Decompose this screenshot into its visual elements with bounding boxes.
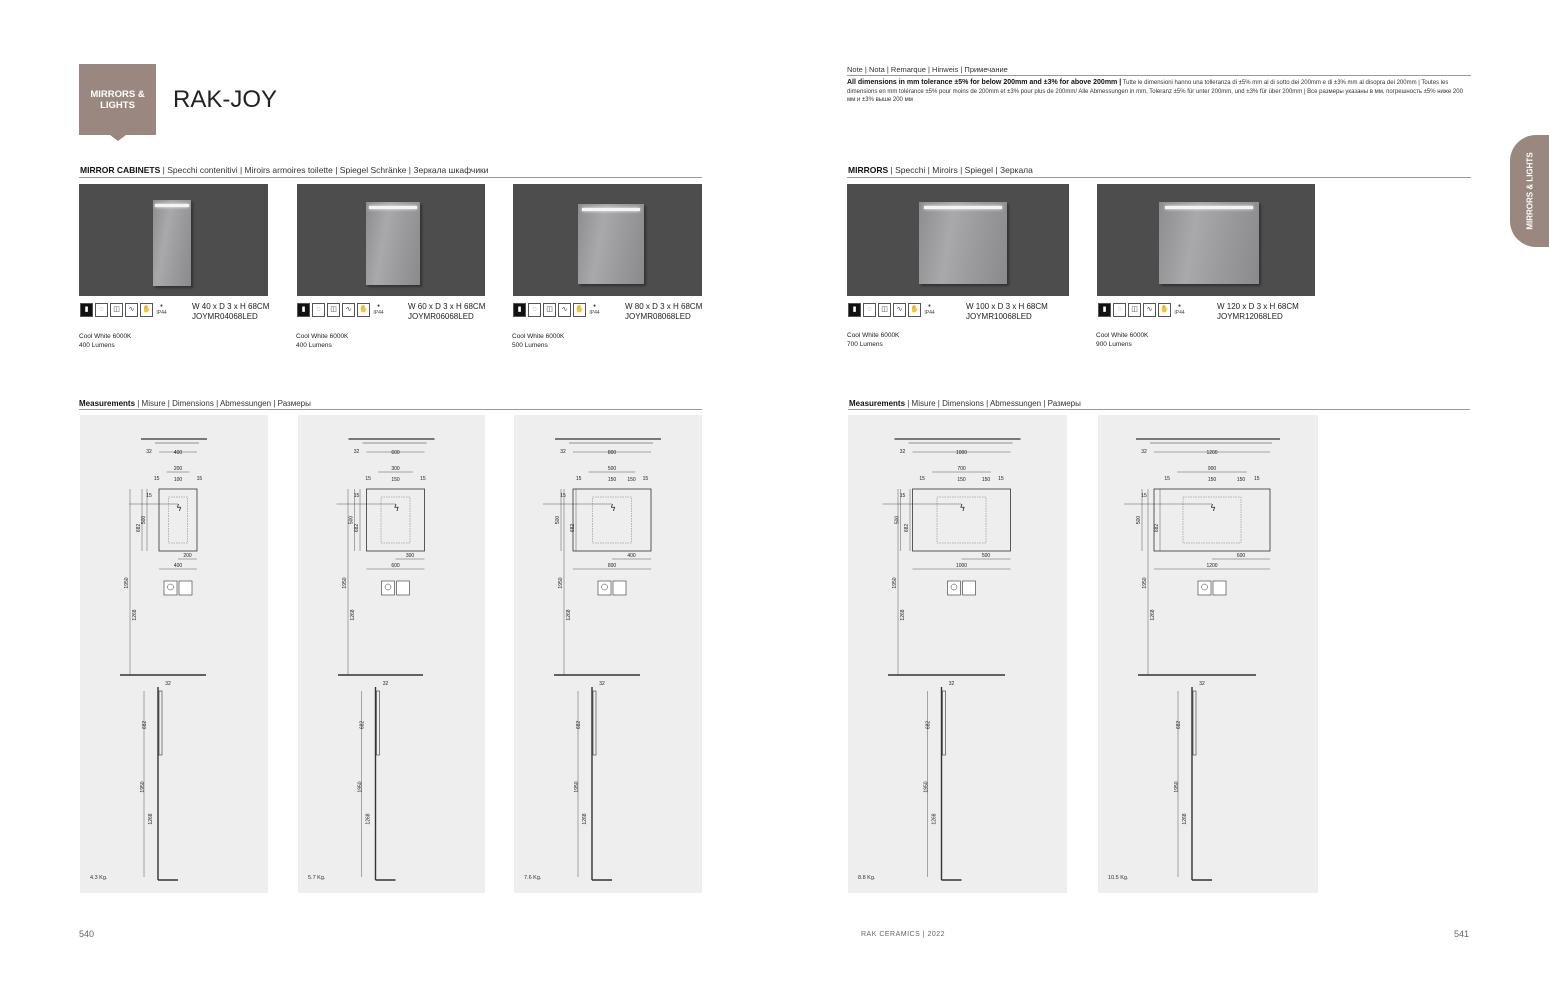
side-tab-label	[1512, 150, 1548, 232]
ip44-label: IP44	[924, 310, 935, 316]
dim-floor: 1268	[1150, 609, 1156, 621]
bulb-icon	[1198, 581, 1211, 595]
product-photo-3	[513, 184, 702, 296]
dim-side-depth: 32	[165, 681, 171, 687]
hand-sensor-icon	[613, 581, 626, 595]
dim-side-floor: 1268	[1182, 813, 1188, 825]
dim-inner: 500	[141, 515, 147, 525]
dim-top-width: 1000	[955, 450, 968, 456]
dim-top-width: 400	[173, 450, 183, 456]
hand-sensor-icon	[179, 581, 192, 595]
section-rule-mirrors	[847, 177, 1471, 178]
dim-bottom: 500	[981, 553, 991, 559]
product-color-1: Cool White 6000K	[79, 333, 132, 340]
dim-front-width: 1000	[955, 563, 968, 569]
dim-light-2: 150	[981, 477, 991, 483]
mirror-profile-icon: ▮	[848, 303, 861, 317]
dim-light: 150	[1207, 477, 1217, 483]
hand-sensor-icon: ✋	[1158, 303, 1171, 317]
bulb-icon	[164, 581, 177, 595]
switch-icon: ∿	[125, 303, 138, 317]
section-title-measurements-right-rest: | Misure | Dimensions | Abmessungen | Размеры	[905, 399, 1081, 408]
page-number-right: 541	[1454, 929, 1470, 939]
dim-light-2: 150	[627, 477, 636, 483]
dim-side-a: 15	[153, 476, 160, 482]
dim-depth: 32	[560, 449, 566, 455]
dim-bottom: 200	[183, 553, 192, 559]
dim-side-a: 15	[919, 476, 925, 482]
dim-side-height: 682	[359, 720, 366, 730]
dim-side-floor: 1268	[582, 813, 588, 825]
ip44-icon: ● IP44	[156, 303, 167, 316]
section-title-mirrors	[848, 165, 1033, 175]
bulb-icon: ◌	[95, 303, 108, 317]
ip44-icon: ● IP44	[924, 303, 935, 316]
bulb-icon: ◌	[1113, 303, 1126, 317]
dim-side-a: 15	[365, 476, 371, 482]
icon-row-4	[848, 303, 936, 317]
power-symbol-icon: ϟ	[959, 504, 966, 514]
dim-light: 150	[391, 477, 400, 483]
section-title-mirrors-rest: | Specchi | Miroirs | Spiegel | Зеркала	[888, 165, 1033, 175]
dim-height: 682	[570, 523, 576, 533]
product-color-4: Cool White 6000K	[847, 332, 900, 339]
technical-drawing	[80, 415, 268, 893]
dim-side-height: 682	[142, 720, 148, 730]
product-weight: 8.8 Kg.	[858, 875, 876, 881]
dim-side-a: 15	[1164, 476, 1170, 482]
mirror-profile-icon: ▮	[80, 303, 93, 317]
bulb-icon: ◌	[312, 303, 325, 317]
dim-front-width: 400	[173, 563, 183, 569]
bulb-icon: ◌	[863, 303, 876, 317]
switch-icon: ∿	[342, 303, 355, 317]
section-title-mirrors-bold: MIRRORS	[848, 165, 889, 175]
section-rule-measurements-right	[848, 409, 1470, 410]
note-text: Tutte le dimensioni hanno una tolleranza di ±5% mm al di sotto dei 200mm e di ±3% mm al disopra dei 200mm | Toutes les dimensions en mm tolérance ±5% pour moins de 200mm et ±3% pour plus de 200mm/ Alle Abmessungen in mm, Toleranz ±5% für unter 200mm, und ±3% für über 200mm | Все размеры указаны в мм, погрешность ±5% ниже 200 мм и ±3% выше 200 мм	[847, 80, 1463, 103]
dim-side-total: 1950	[574, 781, 580, 793]
dim-total: 1950	[342, 577, 348, 589]
icon-row-2	[297, 303, 385, 317]
switch-icon: ∿	[893, 303, 906, 317]
dim-half: 200	[173, 466, 183, 472]
dim-side-c: 15	[146, 493, 152, 499]
dim-top-width: 800	[607, 450, 617, 456]
product-weight: 7.6 Kg.	[524, 875, 542, 881]
dim-front-width: 800	[607, 563, 617, 569]
product-color-2: Cool White 6000K	[296, 333, 349, 340]
section-title-cabinets-bold: MIRROR CABINETS	[80, 165, 161, 175]
dim-depth: 32	[1141, 449, 1147, 455]
section-title-cabinets-rest: | Specchi contenitivi | Miroirs armoires toilette | Spiegel Schränke | Зеркала шкафчики	[160, 165, 489, 175]
product-weight: 5.7 Kg.	[308, 875, 326, 881]
product-dims-3: W 80 x D 3 x H 68CM	[625, 302, 703, 311]
product-code-3: JOYMR08068LED	[625, 312, 691, 321]
drawing-panel-3	[514, 415, 702, 893]
category-tag-notch	[110, 135, 126, 141]
bulb-icon: ◌	[528, 303, 541, 317]
dim-total: 1950	[1142, 577, 1148, 589]
dim-side-c: 15	[353, 493, 360, 499]
note-body	[847, 79, 1471, 105]
dim-side-c: 15	[899, 493, 906, 499]
dim-side-b: 15	[998, 476, 1004, 482]
dim-side-c: 15	[1141, 493, 1147, 499]
dim-inner: 500	[555, 515, 561, 525]
dim-side-b: 15	[196, 476, 203, 482]
hand-sensor-icon: ✋	[357, 303, 370, 317]
product-color-3: Cool White 6000K	[512, 333, 565, 340]
dim-half: 300	[391, 466, 400, 472]
section-rule-cabinets	[79, 177, 702, 178]
product-photo-2	[297, 184, 485, 296]
product-dims-4: W 100 x D 3 x H 68CM	[966, 302, 1048, 311]
section-title-measurements-left-rest: | Misure | Dimensions | Abmessungen | Размеры	[135, 399, 311, 408]
hand-sensor-icon	[1213, 581, 1226, 595]
cabinet-icon: ◫	[327, 303, 340, 317]
icon-row-1	[80, 303, 168, 317]
section-title-measurements-right	[849, 399, 1081, 408]
mirror-profile-icon: ▮	[1098, 303, 1111, 317]
hand-sensor-icon	[963, 581, 976, 595]
section-title-measurements-left	[79, 399, 311, 408]
bulb-icon	[598, 581, 611, 595]
product-color-5: Cool White 6000K	[1096, 332, 1149, 339]
dim-side-floor: 1268	[931, 813, 938, 825]
dim-side-floor: 1268	[365, 813, 372, 825]
dim-side-total: 1950	[1174, 781, 1180, 793]
dim-floor: 1268	[132, 609, 138, 621]
bulb-icon	[948, 581, 961, 595]
dim-bottom: 600	[1236, 553, 1246, 559]
category-tag	[79, 64, 156, 135]
product-weight: 4.3 Kg.	[90, 875, 108, 881]
power-symbol-icon: ϟ	[610, 504, 616, 514]
switch-icon: ∿	[558, 303, 571, 317]
dim-side-height: 682	[925, 720, 932, 730]
dim-total: 1950	[124, 577, 130, 589]
dim-side-a: 15	[575, 476, 582, 482]
switch-icon: ∿	[1143, 303, 1156, 317]
dim-total: 1950	[892, 577, 898, 589]
page-number-left: 540	[79, 929, 95, 939]
hand-sensor-icon: ✋	[140, 303, 153, 317]
product-code-5: JOYMR12068LED	[1217, 312, 1283, 321]
dim-total: 1950	[558, 577, 564, 589]
product-weight: 10.5 Kg.	[1108, 875, 1129, 881]
dim-half: 500	[607, 466, 617, 472]
cabinet-icon: ◫	[543, 303, 556, 317]
product-photo-4	[847, 184, 1069, 296]
side-tab-text: MIRRORS & LIGHTS	[1525, 152, 1535, 230]
dim-height: 682	[136, 523, 142, 533]
ip44-label: IP44	[373, 310, 384, 316]
product-lumens-3: 500 Lumens	[512, 342, 548, 349]
dim-side-depth: 32	[1199, 681, 1205, 687]
note-rule	[847, 75, 1471, 76]
product-dims-2: W 60 x D 3 x H 68CM	[408, 302, 486, 311]
brand-title: RAK-JOY	[173, 86, 278, 113]
dim-light: 150	[957, 477, 966, 483]
dim-side-b: 15	[1254, 476, 1260, 482]
category-tag-text: MIRRORS & LIGHTS	[90, 88, 145, 111]
dim-side-b: 15	[420, 476, 426, 482]
dim-side-total: 1950	[923, 781, 930, 793]
technical-drawing	[514, 415, 702, 893]
dim-light: 100	[173, 477, 183, 483]
dim-inner: 500	[1136, 515, 1142, 525]
dim-height: 682	[354, 523, 360, 533]
product-code-2: JOYMR06068LED	[408, 312, 474, 321]
product-dims-1: W 40 x D 3 x H 68CM	[192, 302, 270, 311]
dim-side-c: 15	[560, 493, 566, 499]
technical-drawing	[848, 415, 1067, 893]
dim-depth: 32	[899, 449, 906, 455]
dim-side-total: 1950	[140, 781, 146, 793]
ip44-icon: ● IP44	[1174, 303, 1185, 316]
section-title-measurements-left-bold: Measurements	[79, 399, 136, 408]
dim-floor: 1268	[900, 609, 906, 621]
dim-side-depth: 32	[599, 681, 605, 687]
dim-inner: 500	[894, 515, 901, 525]
hand-sensor-icon	[397, 581, 410, 595]
bulb-icon	[382, 581, 395, 595]
section-title-cabinets	[80, 165, 489, 175]
product-lumens-4: 700 Lumens	[847, 341, 883, 348]
mirror-profile-icon: ▮	[297, 303, 310, 317]
drawing-panel-1	[80, 415, 268, 893]
cabinet-icon: ◫	[110, 303, 123, 317]
dim-floor: 1268	[350, 609, 356, 621]
dim-top-width: 600	[391, 450, 400, 456]
cabinet-icon: ◫	[878, 303, 891, 317]
hand-sensor-icon: ✋	[573, 303, 586, 317]
dim-light-2: 150	[1236, 477, 1246, 483]
dim-top-width: 1200	[1206, 450, 1218, 456]
dim-side-height: 682	[1176, 720, 1182, 730]
ip44-label: IP44	[1174, 310, 1185, 316]
product-lumens-1: 400 Lumens	[79, 342, 115, 349]
product-dims-5: W 120 x D 3 x H 68CM	[1217, 302, 1299, 311]
product-code-1: JOYMR04068LED	[192, 312, 258, 321]
dim-bottom: 400	[627, 553, 636, 559]
dim-front-width: 1200	[1206, 563, 1218, 569]
drawing-panel-2	[298, 415, 485, 893]
dim-floor: 1268	[566, 609, 572, 621]
product-lumens-5: 900 Lumens	[1096, 341, 1132, 348]
cabinet-icon: ◫	[1128, 303, 1141, 317]
dim-half: 700	[957, 466, 966, 472]
dim-side-depth: 32	[382, 681, 389, 687]
dim-side-floor: 1268	[148, 813, 154, 825]
section-title-measurements-right-bold: Measurements	[849, 399, 906, 408]
drawing-panel-5	[1098, 415, 1318, 893]
dim-inner: 500	[348, 515, 355, 525]
product-lumens-2: 400 Lumens	[296, 342, 332, 349]
note-heading: Note | Nota | Remarque | Hinweis | Примечание	[847, 65, 1008, 74]
ip44-icon: ● IP44	[373, 303, 384, 316]
ip44-label: IP44	[156, 310, 167, 316]
note-bold: All dimensions in mm tolerance ±5% for below 200mm and ±3% for above 200mm |	[847, 79, 1122, 86]
icon-row-5	[1098, 303, 1186, 317]
dim-side-total: 1950	[357, 781, 364, 793]
dim-depth: 32	[353, 449, 360, 455]
section-rule-measurements-left	[79, 409, 702, 410]
dim-half: 900	[1207, 466, 1217, 472]
technical-drawing	[1098, 415, 1318, 893]
dim-depth: 32	[146, 449, 152, 455]
dim-height: 682	[1154, 523, 1160, 533]
technical-drawing	[298, 415, 485, 893]
dim-side-depth: 32	[948, 681, 955, 687]
mirror-profile-icon: ▮	[513, 303, 526, 317]
dim-light: 150	[607, 477, 617, 483]
dim-height: 682	[904, 523, 910, 533]
power-symbol-icon: ϟ	[1210, 504, 1216, 514]
power-symbol-icon: ϟ	[176, 504, 182, 514]
dim-side-b: 15	[642, 476, 649, 482]
hand-sensor-icon: ✋	[908, 303, 921, 317]
dim-front-width: 600	[391, 563, 400, 569]
footer-brand: RAK CERAMICS | 2022	[861, 931, 946, 938]
product-code-4: JOYMR10068LED	[966, 312, 1032, 321]
product-photo-5	[1097, 184, 1315, 296]
dim-bottom: 300	[405, 553, 415, 559]
icon-row-3	[513, 303, 601, 317]
ip44-icon: ● IP44	[589, 303, 600, 316]
power-symbol-icon: ϟ	[393, 504, 400, 514]
drawing-panel-4	[848, 415, 1067, 893]
product-photo-1	[79, 184, 268, 296]
dim-side-height: 682	[576, 720, 582, 730]
ip44-label: IP44	[589, 310, 600, 316]
